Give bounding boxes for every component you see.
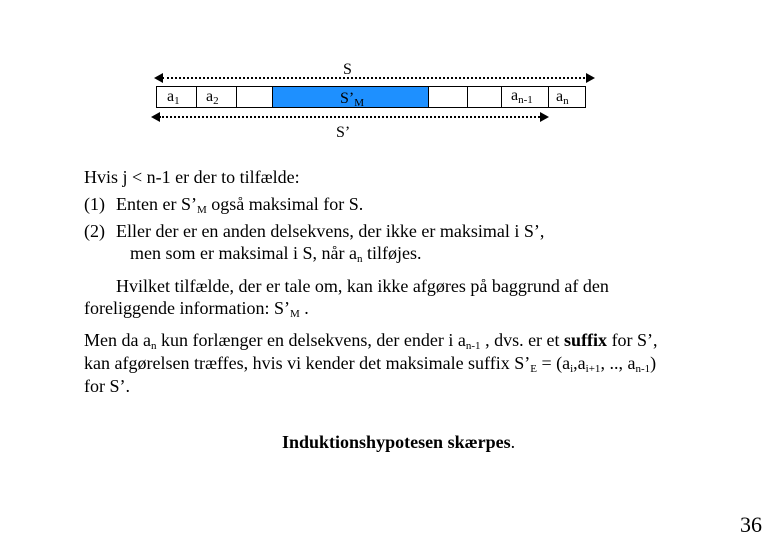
- case-2-text: Eller der er en anden delsekvens, der ikke er maksimal i S’,: [116, 221, 545, 241]
- text-line-5: Hvilket tilfælde, der er tale om, kan ikke afgøres på baggrund af den: [116, 276, 609, 296]
- text-line-7: Men da $a_n$ kun forlænger en delsekvens, der ender i $a_{n-1}$ , dvs. er et suffix for S’,: [84, 330, 658, 352]
- label-a2: $a_2$: [206, 88, 219, 107]
- page-number: 36: [740, 512, 762, 537]
- case-1-text: Enten er $S’_M$ også maksimal for S.: [116, 194, 364, 216]
- label-an: $a_n$: [556, 88, 569, 107]
- case-2-number: (2): [84, 221, 105, 241]
- cell-gap3: [467, 86, 502, 108]
- cell-gap1: [236, 86, 273, 108]
- conclusion: Induktionshypotesen skærpes.: [282, 432, 516, 452]
- s-label: S: [343, 61, 352, 78]
- cell-gap2: [428, 86, 468, 108]
- text-line-1: Hvis j < n-1 er der to tilfælde:: [84, 167, 300, 187]
- s-prime-label: S’: [336, 124, 351, 141]
- label-a1: $a_1$: [167, 88, 180, 107]
- text-line-6: foreliggende information: $S’_M$ .: [84, 298, 309, 320]
- label-s-prime-m: $S’_M$: [340, 90, 365, 109]
- text-line-8: kan afgørelsen træffes, hvis vi kender det maksimale suffix $S’_E = (a_i,a_{i+1}$, .., $a_{n-1}$): [84, 353, 657, 375]
- case-2-continuation: men som er maksimal i S, når $a_n$ tilføjes.: [130, 243, 422, 265]
- text-line-9: for S’.: [84, 376, 130, 396]
- label-an-1: $a_{n-1}$: [511, 87, 533, 106]
- case-1-number: (1): [84, 194, 105, 214]
